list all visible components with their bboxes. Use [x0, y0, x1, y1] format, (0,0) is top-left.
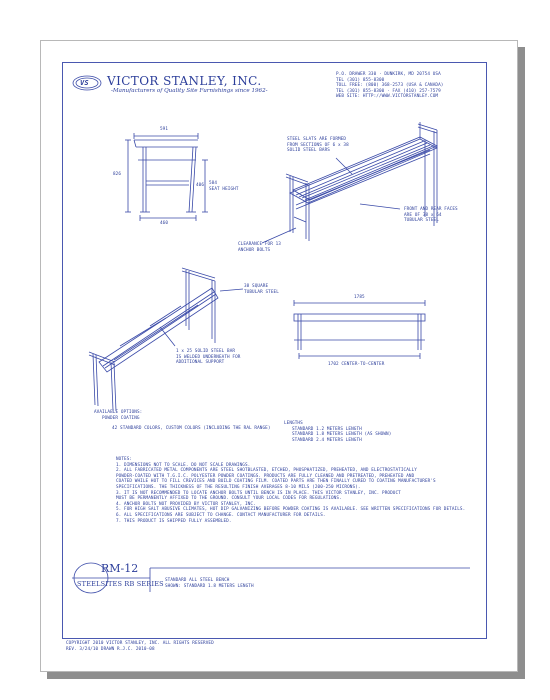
callout-line: FRONT AND REAR FACES	[404, 207, 458, 212]
callout-line: SOLID STEEL BARS	[287, 148, 330, 154]
model-number: RM-12	[101, 562, 139, 575]
length-item: STANDARD 1.2 METERS LENGTH	[292, 426, 362, 432]
callout-line: TUBULAR STEEL	[404, 218, 439, 224]
note-line: SPECIFICATIONS. THE THICKNESS OF THE RESULTING FINISH AVERAGES 8-10 MILS (200-250 MICRONS).	[116, 484, 361, 490]
lengths-block	[284, 421, 391, 443]
plan-view	[294, 300, 425, 359]
length-item: STANDARD 1.8 METERS LENGTH (AS SHOWN)	[292, 432, 392, 438]
note-line: 2. ALL FABRICATED METAL COMPONENTS ARE STEEL SHOTBLASTED, ETCHED, PHOSPHATIZED, PREHEATED, AND ELECTROSTATICALLY	[116, 468, 417, 474]
lengths-title: LENGTHS	[284, 421, 303, 426]
callout-line: ARE OF 38 x 64	[404, 212, 442, 218]
logo-initials: VS	[80, 79, 89, 87]
note-line: 4. ANCHOR BOLTS NOT PROVIDED BY VICTOR STANLEY, INC.	[116, 501, 256, 507]
series-name: STEELSITES RB SERIES	[77, 580, 164, 588]
note-line: POWDER-COATED WITH T.G.I.C. POLYESTER POWDER COATINGS. PRODUCTS ARE FULLY CLEANED AND PRETREATED, PREHEATED AND	[116, 473, 415, 479]
callout-line: FROM SECTIONS OF 6 x 38	[287, 142, 349, 148]
end-elevation-view	[125, 133, 208, 221]
note-line: 3. IT IS NOT RECOMMENDED TO LOCATE ANCHOR BOLTS UNTIL BENCH IS IN PLACE. THIS VICTOR STANLEY, INC. PRODUCT	[116, 490, 401, 496]
options-subtitle: POWDER COATING	[102, 415, 140, 421]
notes-title: NOTES:	[116, 457, 133, 462]
options-title: AVAILABLE OPTIONS:	[94, 410, 143, 415]
options-item: 42 STANDARD COLORS, CUSTOM COLORS (INCLUDING THE RAL RANGE)	[112, 426, 271, 432]
notes-block	[116, 457, 465, 524]
note-line: 7. THIS PRODUCT IS SHIPPED FULLY ASSEMBLED.	[116, 518, 232, 524]
seat-height-label	[209, 181, 239, 192]
callout-line: STEEL SLATS ARE FORMED	[287, 137, 347, 142]
description-line: STANDARD ALL STEEL BENCH	[165, 578, 230, 583]
overall-length-dim: 1785	[354, 295, 365, 300]
contact-line: TEL (301) 855-8300 · FAX (410) 257-7579	[336, 88, 441, 94]
company-tagline: -Manufacturers of Quality Site Furnishings since 1962-	[111, 88, 268, 94]
end-height-dim: 826	[113, 172, 122, 177]
contact-line: P.O. DRAWER 330 · DUNKIRK, MD 20754 USA	[336, 72, 441, 77]
seat-dim: 406	[196, 183, 205, 188]
footer	[66, 641, 214, 652]
contact-line: WEB SITE: HTTP://WWW.VICTORSTANLEY.COM	[336, 94, 439, 100]
center-to-center-dim: 1702 CENTER-TO-CENTER	[328, 362, 385, 367]
note-line: MUST BE PERMANENTLY AFFIXED TO THE GROUND. CONSULT YOUR LOCAL CODES FOR REGULATIONS.	[116, 496, 342, 502]
length-item: STANDARD 2.4 METERS LENGTH	[292, 437, 362, 443]
callout-line: 1 x 25 SOLID STEEL BAR	[176, 349, 236, 354]
base-width-dim: 460	[160, 221, 169, 226]
note-line: 5. FOR HIGH SALT ABUSIVE CLIMATES, HOT DIP GALVANIZING BEFORE POWDER COATING IS AVAILABLE. SEE WRITTEN SPECIFICATIONS FOR DETAILS.	[116, 507, 466, 513]
contact-line: TEL (301) 855-8300	[336, 77, 385, 83]
revision: REV. 3/24/10 DRAWN R.J.C. 2010-08	[66, 646, 155, 652]
contact-block	[336, 72, 443, 100]
available-options	[94, 410, 271, 432]
support-bar-callout	[176, 349, 241, 366]
callout-line: ADDITIONAL SUPPORT	[176, 360, 225, 366]
seat-height-text: SEAT HEIGHT	[209, 186, 239, 192]
end-width-dim: 591	[160, 127, 169, 132]
square-tubing-callout	[244, 284, 279, 295]
contact-line: TOLL FREE: (800) 368-2573 (USA & CANADA)	[336, 83, 444, 89]
product-description	[165, 578, 254, 589]
callout-line: IS WELDED UNDERNEATH FOR	[176, 354, 241, 360]
note-line: 6. ALL SPECIFICATIONS ARE SUBJECT TO CHANGE. CONTACT MANUFACTURER FOR DETAILS.	[116, 512, 326, 518]
callout-line: TUBULAR STEEL	[244, 289, 279, 295]
company-name: VICTOR STANLEY, INC.	[107, 74, 262, 88]
seat-height-value: 584	[209, 181, 218, 186]
description-line: SHOWN: STANDARD 1.8 METERS LENGTH	[165, 583, 254, 589]
note-line: COATED WHILE HOT TO FILL CREVICES AND BUILD COATING FILM. COATED PARTS ARE THEN FINALLY CURED TO COATING MANUFACTURER'S	[116, 479, 436, 485]
steel-slats-callout	[287, 137, 349, 154]
callout-line: ANCHOR BOLTS	[238, 247, 271, 253]
callout-line: 38 SQUARE	[244, 284, 269, 289]
note-line: 1. DIMENSIONS NOT TO SCALE. DO NOT SCALE DRAWINGS.	[116, 462, 251, 468]
frame-tubing-callout	[404, 207, 458, 224]
isometric-underside-view	[89, 268, 218, 411]
callout-line: CLEARANCE FOR 13	[238, 242, 281, 247]
clearance-callout	[238, 242, 281, 253]
copyright: COPYRIGHT 2010 VICTOR STANLEY, INC. ALL RIGHTS RESERVED	[66, 641, 214, 646]
